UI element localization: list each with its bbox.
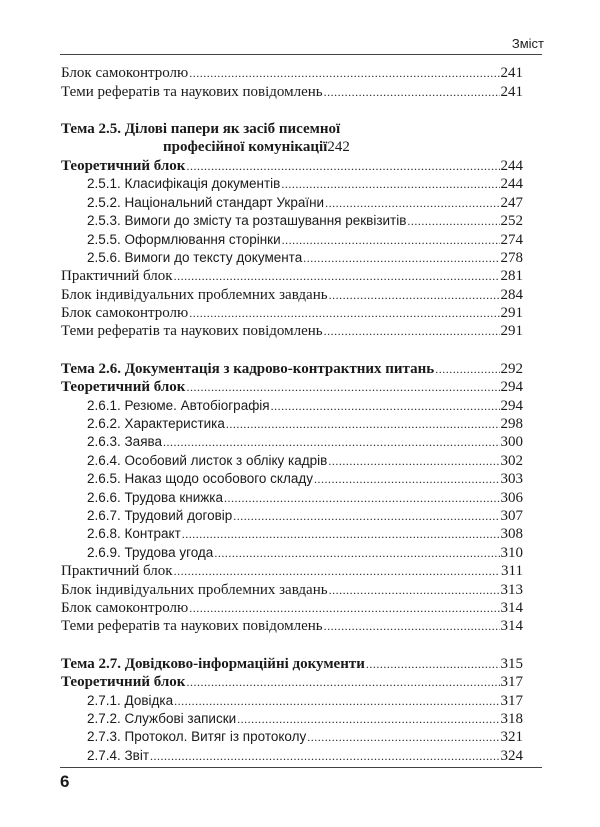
- toc-entry[interactable]: [61, 378, 523, 396]
- toc-page-number: 241: [500, 83, 523, 100]
- toc-leader: [233, 507, 499, 525]
- toc-leader: [174, 562, 500, 580]
- toc-entry[interactable]: [61, 599, 523, 617]
- toc-entry-title: Практичний блок: [61, 268, 173, 285]
- toc-entry-title: 2.5.3. Вимоги до змісту та розташування реквізитів: [87, 213, 407, 229]
- toc-entry-title: 2.6.5. Наказ щодо особового складу: [87, 471, 313, 487]
- toc-leader: [281, 175, 499, 193]
- toc-leader: [189, 599, 499, 617]
- toc-entry[interactable]: [61, 654, 523, 672]
- toc-entry-title: 2.5.6. Вимоги до тексту документа: [87, 249, 303, 265]
- toc-entry-title: 2.6.6. Трудова книжка: [87, 489, 223, 505]
- toc-leader: [324, 83, 500, 101]
- toc-group-block0: [61, 64, 523, 101]
- toc-entry-title: Блок самоконтролю: [61, 599, 189, 616]
- toc-page-number: 298: [500, 416, 523, 433]
- toc-leader: [237, 710, 499, 728]
- toc-entry-title: Тема 2.6. Документація з кадрово-контрактних питань: [61, 360, 435, 377]
- toc-group-block25: [61, 157, 523, 341]
- toc-entry[interactable]: [61, 562, 523, 580]
- toc-entry[interactable]: [61, 64, 523, 82]
- toc-entry[interactable]: [61, 322, 523, 340]
- toc-topic-2-5[interactable]: [61, 120, 523, 157]
- toc-entry[interactable]: [61, 525, 523, 543]
- toc-entry-title: 2.6.8. Контракт: [87, 526, 181, 542]
- toc-entry[interactable]: [61, 617, 523, 635]
- toc-entry-title: 2.6.3. Заява: [87, 434, 163, 450]
- toc-entry[interactable]: [61, 470, 523, 488]
- toc-page-number: 303: [500, 471, 523, 488]
- toc-leader: [186, 157, 499, 175]
- toc-group-block27: [61, 654, 523, 764]
- footer-rule: [60, 767, 542, 768]
- toc-page-number: 244: [500, 176, 523, 193]
- toc-entry-title: 2.6.9. Трудова угода: [87, 544, 214, 560]
- toc-page-number: 284: [500, 286, 523, 303]
- toc-leader: [214, 544, 499, 562]
- toc-topic-title-line2: професійної комунікації: [163, 139, 328, 156]
- toc-page-number: 315: [500, 655, 523, 672]
- toc-entry-title: Теоретичний блок: [61, 157, 186, 174]
- toc-leader: [150, 747, 499, 765]
- toc-page-number: 310: [500, 544, 523, 561]
- toc-page-number: 294: [500, 397, 523, 414]
- toc-page-number: 247: [500, 194, 523, 211]
- toc-page-number: 311: [501, 563, 523, 580]
- toc-entry-title: 2.7.2. Службові записки: [87, 710, 237, 726]
- toc-topic-title-line1: Тема 2.5. Ділові папери як засіб писемної: [61, 120, 341, 137]
- toc-leader: [224, 489, 500, 507]
- toc-page-number: 321: [500, 729, 523, 746]
- section-header: Зміст: [511, 36, 544, 51]
- toc-entry[interactable]: [61, 691, 523, 709]
- toc-page-number: 314: [500, 599, 523, 616]
- toc-leader: [282, 231, 500, 249]
- toc-entry-title: Практичний блок: [61, 563, 173, 580]
- toc-leader: [226, 415, 500, 433]
- toc-page-number: 242: [327, 139, 350, 156]
- toc-leader: [329, 286, 500, 304]
- toc-entry[interactable]: [61, 543, 523, 561]
- toc-page-number: 314: [500, 618, 523, 635]
- toc-entry-title: Теоретичний блок: [61, 379, 186, 396]
- toc-entry[interactable]: [61, 304, 523, 322]
- toc-entry[interactable]: [61, 673, 523, 691]
- toc-leader: [307, 728, 499, 746]
- toc-entry[interactable]: [61, 746, 523, 764]
- toc-gap: [61, 101, 523, 120]
- toc-entry-title: 2.7.4. Звіт: [87, 747, 150, 763]
- toc-entry[interactable]: [61, 175, 523, 193]
- toc-entry[interactable]: [61, 193, 523, 211]
- toc-leader: [189, 64, 499, 82]
- toc-leader: [329, 581, 500, 599]
- page-number: 6: [60, 772, 70, 791]
- toc-entry-title: 2.5.5. Оформлювання сторінки: [87, 231, 281, 247]
- table-of-contents: [61, 64, 523, 765]
- toc-entry-title: 2.6.7. Трудовий договір: [87, 507, 233, 523]
- toc-entry-title: Теми рефератів та наукових повідомлень: [61, 83, 323, 100]
- toc-page-number: 302: [500, 452, 523, 469]
- toc-entry[interactable]: [61, 451, 523, 469]
- toc-entry-title: 2.6.2. Характеристика: [87, 416, 225, 432]
- toc-page-number: 241: [500, 65, 523, 82]
- toc-entry-title: Блок самоконтролю: [61, 305, 189, 322]
- toc-page-number: 300: [500, 434, 523, 451]
- toc-leader: [324, 617, 500, 635]
- toc-leader: [366, 655, 500, 673]
- toc-entry-title: 2.6.1. Резюме. Автобіографія: [87, 397, 270, 413]
- toc-leader: [303, 249, 499, 267]
- toc-entry[interactable]: [61, 415, 523, 433]
- toc-page-number: 307: [500, 507, 523, 524]
- toc-page-number: 292: [500, 360, 523, 377]
- toc-entry[interactable]: [61, 507, 523, 525]
- toc-entry[interactable]: [61, 488, 523, 506]
- toc-leader: [407, 212, 499, 230]
- toc-leader: [182, 525, 500, 543]
- toc-page-number: 252: [500, 213, 523, 230]
- toc-entry-title: Тема 2.7. Довідково-інформаційні документи: [61, 655, 365, 672]
- toc-gap: [61, 635, 523, 654]
- toc-entry-title: Блок індивідуальних проблемних завдань: [61, 581, 328, 598]
- toc-page-number: 318: [500, 710, 523, 727]
- toc-leader: [435, 360, 499, 378]
- toc-leader: [314, 470, 500, 488]
- toc-page-number: 274: [500, 231, 523, 248]
- toc-entry-title: 2.5.2. Національний стандарт України: [87, 194, 325, 210]
- toc-gap: [61, 340, 523, 359]
- toc-entry[interactable]: [61, 267, 523, 285]
- toc-page-number: 324: [500, 747, 523, 764]
- toc-entry[interactable]: [61, 157, 523, 175]
- toc-page-number: 278: [500, 249, 523, 266]
- toc-group-block26: [61, 359, 523, 635]
- header-rule: [60, 54, 542, 55]
- toc-leader: [163, 433, 499, 451]
- toc-entry[interactable]: [61, 396, 523, 414]
- toc-entry[interactable]: [61, 580, 523, 598]
- toc-entry[interactable]: [61, 212, 523, 230]
- toc-entry[interactable]: [61, 433, 523, 451]
- toc-entry-title: 2.7.1. Довідка: [87, 692, 174, 708]
- toc-entry-title: Блок самоконтролю: [61, 65, 189, 82]
- toc-entry[interactable]: [61, 249, 523, 267]
- toc-page-number: 244: [500, 157, 523, 174]
- toc-entry[interactable]: [61, 710, 523, 728]
- toc-leader: [328, 452, 499, 470]
- toc-page-number: 306: [500, 489, 523, 506]
- toc-page-number: 313: [500, 581, 523, 598]
- toc-entry[interactable]: [61, 82, 523, 100]
- toc-entry[interactable]: [61, 728, 523, 746]
- toc-entry[interactable]: [61, 359, 523, 377]
- toc-entry-title: 2.6.4. Особовий листок з обліку кадрів: [87, 452, 328, 468]
- toc-page-number: 294: [500, 379, 523, 396]
- toc-leader: [324, 322, 500, 340]
- toc-entry-title: Теми рефератів та наукових повідомлень: [61, 618, 323, 635]
- toc-entry[interactable]: [61, 285, 523, 303]
- toc-page-number: 291: [500, 323, 523, 340]
- toc-leader: [174, 692, 499, 710]
- toc-leader: [189, 304, 499, 322]
- toc-entry-title: 2.5.1. Класифікація документів: [87, 176, 281, 192]
- toc-leader: [186, 378, 499, 396]
- toc-entry-title: 2.7.3. Протокол. Витяг із протоколу: [87, 729, 307, 745]
- toc-page-number: 317: [500, 692, 523, 709]
- toc-entry-title: Блок індивідуальних проблемних завдань: [61, 286, 328, 303]
- toc-page-number: 308: [500, 526, 523, 543]
- toc-leader: [325, 194, 499, 212]
- toc-page-number: 291: [500, 305, 523, 322]
- toc-leader: [186, 673, 499, 691]
- toc-page-number: 317: [500, 674, 523, 691]
- toc-entry-title: Теми рефератів та наукових повідомлень: [61, 323, 323, 340]
- toc-leader: [271, 397, 500, 415]
- toc-page-number: 281: [500, 268, 523, 285]
- toc-entry-title: Теоретичний блок: [61, 674, 186, 691]
- toc-leader: [174, 267, 500, 285]
- toc-topic-title-line2-row: [61, 138, 523, 156]
- toc-entry[interactable]: [61, 230, 523, 248]
